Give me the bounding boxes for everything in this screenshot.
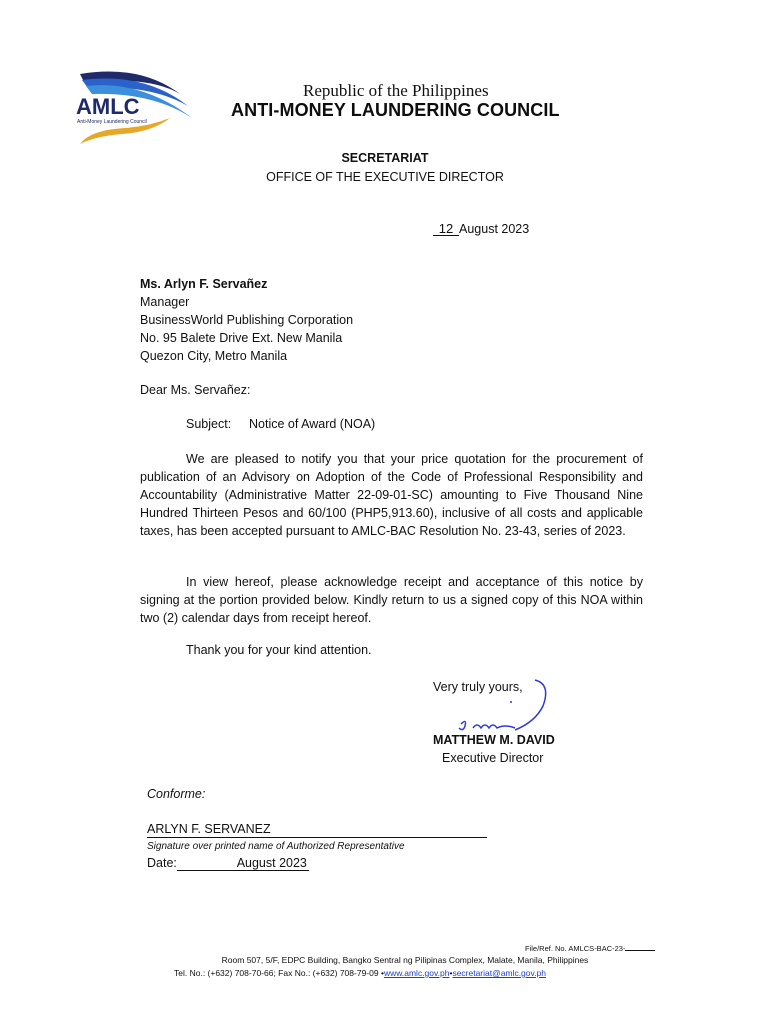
logo-text: AMLC — [76, 94, 140, 119]
signature-mark — [455, 678, 555, 740]
recipient-address-2: Quezon City, Metro Manila — [140, 349, 288, 363]
council-heading: ANTI-MONEY LAUNDERING COUNCIL — [231, 100, 560, 120]
amlc-logo — [70, 66, 200, 148]
footer-contacts: Tel. No.: (+632) 708-70-66; Fax No.: (+632) 708-79-09 •www.amlc.gov.ph•secretariat@amlc.gov.ph — [174, 968, 546, 978]
file-reference — [525, 942, 655, 953]
secretariat-heading: SECRETARIAT — [341, 151, 429, 165]
footer-address: Room 507, 5/F, EDPC Building, Bangko Sentral ng Pilipinas Complex, Malate, Manila, Philippines — [221, 955, 589, 965]
date-day: 12 — [433, 222, 459, 236]
file-reference-text: File/Ref. No. AMLCS-BAC-23- — [525, 944, 626, 953]
file-reference-blank — [625, 942, 655, 951]
closing: Very truly yours, — [433, 680, 523, 694]
conforme-date-label: Date: — [147, 856, 177, 870]
office-heading: OFFICE OF THE EXECUTIVE DIRECTOR — [266, 170, 504, 184]
thanks-line: Thank you for your kind attention. — [186, 643, 372, 657]
subject-line — [186, 417, 375, 431]
representative-name: ARLYN F. SERVANEZ — [147, 822, 271, 836]
footer-tel: Tel. No.: (+632) 708-70-66; Fax No.: (+632) 708-79-09 — [174, 968, 379, 978]
signature-caption: Signature over printed name of Authorized Representative — [147, 841, 405, 852]
signatory-title: Executive Director — [442, 751, 544, 765]
body-paragraph-1: We are pleased to notify you that your price quotation for the procurement of publication of an Advisory on Adoption of the Code of Professional Responsibility and Accountability (Administrative Matter 22-09-01-SC) amounting to Five Thousand Nine Hundred Thirteen Pesos and 60/100 (PHP5,913.60), inclusive of all costs and applicable taxes, has been accepted pursuant to AMLC-BAC Resolution No. 23-43, series of 2023. — [140, 452, 643, 538]
date-month-year: August 2023 — [459, 222, 530, 236]
salutation: Dear Ms. Servañez: — [140, 383, 251, 397]
conforme-label: Conforme: — [147, 787, 206, 801]
footer-email-link[interactable]: secretariat@amlc.gov.ph — [452, 968, 546, 978]
body-paragraph-2: In view hereof, please acknowledge receipt and acceptance of this notice by signing at the portion provided below. Kindly return to us a signed copy of this NOA within two (2) calendar days from receipt hereof. — [140, 575, 643, 625]
recipient-position: Manager — [140, 295, 190, 309]
subject-label: Subject: — [186, 417, 232, 431]
conforme-date-value: August 2023 — [177, 856, 309, 871]
letter-date — [433, 222, 529, 236]
recipient-company: BusinessWorld Publishing Corporation — [140, 313, 354, 327]
recipient-name: Ms. Arlyn F. Servañez — [140, 277, 268, 291]
conforme-date-line — [147, 856, 309, 871]
republic-heading: Republic of the Philippines — [303, 81, 489, 100]
representative-signature-line — [147, 822, 487, 838]
recipient-block — [140, 275, 353, 365]
logo-subtext: Anti-Money Laundering Council — [77, 119, 147, 125]
footer-website-link[interactable]: www.amlc.gov.ph — [383, 968, 450, 978]
recipient-address-1: No. 95 Balete Drive Ext. New Manila — [140, 331, 343, 345]
signatory-name: MATTHEW M. DAVID — [433, 733, 555, 747]
subject-text: Notice of Award (NOA) — [249, 417, 376, 431]
